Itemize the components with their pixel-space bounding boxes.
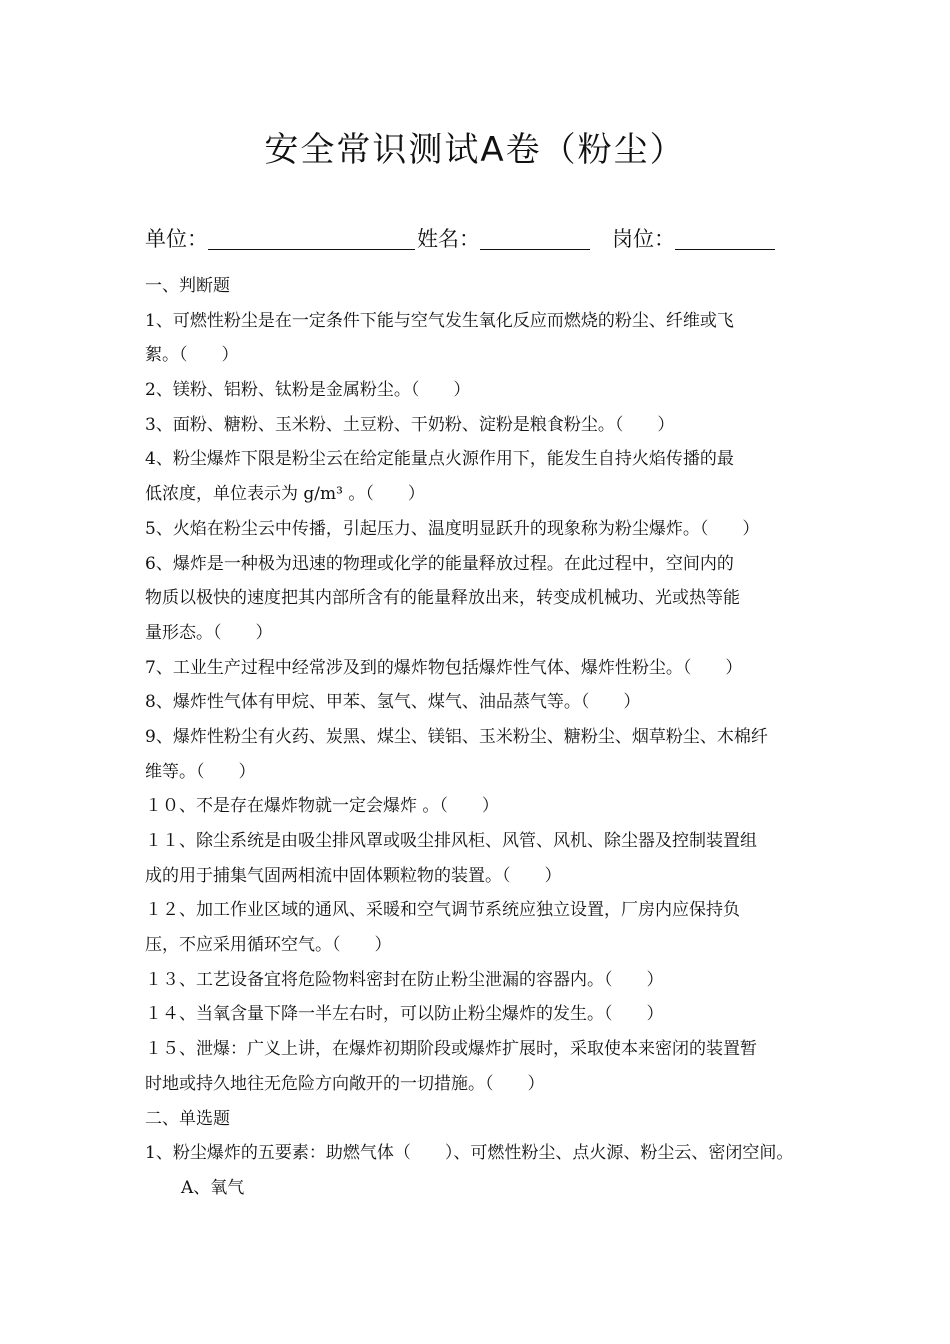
question-line: １０、不是存在爆炸物就一定会爆炸 。（ ）	[145, 796, 499, 817]
question-line: １４、当氧含量下降一半左右时，可以防止粉尘爆炸的发生。（ ）	[145, 1004, 664, 1025]
question-list	[145, 269, 825, 1206]
post-label: 岗位：	[612, 227, 675, 251]
question-line: 2、镁粉、铝粉、钛粉是金属粉尘。（ ）	[145, 380, 471, 401]
question-line: 6、爆炸是一种极为迅速的物理或化学的能量释放过程。在此过程中，空间内的	[145, 553, 734, 574]
question-line: 絮。（ ）	[145, 345, 239, 366]
unit-blank[interactable]	[208, 227, 415, 250]
section-heading: 一、判断题	[145, 276, 230, 296]
question-line: １５、泄爆：广义上讲，在爆炸初期阶段或爆炸扩展时，采取使本来密闭的装置暂	[145, 1039, 757, 1060]
question-line: 成的用于捕集气固两相流中固体颗粒物的装置。（ ）	[145, 865, 562, 886]
question-line: 3、面粉、糖粉、玉米粉、土豆粉、干奶粉、淀粉是粮食粉尘。（ ）	[145, 414, 675, 435]
question-line: 1、可燃性粉尘是在一定条件下能与空气发生氧化反应而燃烧的粉尘、纤维或飞	[145, 310, 734, 331]
question-line: １２、加工作业区域的通风、采暖和空气调节系统应独立设置，厂房内应保持负	[145, 900, 740, 921]
question-line: 低浓度，单位表示为 g/m³ 。（ ）	[145, 484, 425, 505]
name-blank[interactable]	[480, 227, 590, 250]
page-title: 安全常识测试A卷（粉尘）	[264, 130, 686, 170]
question-line: 物质以极快的速度把其内部所含有的能量释放出来，转变成机械功、光或热等能	[145, 588, 740, 609]
question-line: 9、爆炸性粉尘有火药、炭黑、煤尘、镁铝、玉米粉尘、糖粉尘、烟草粉尘、木棉纤	[145, 726, 768, 747]
question-line: １３、工艺设备宜将危险物料密封在防止粉尘泄漏的容器内。（ ）	[145, 969, 664, 990]
question-line: 压，不应采用循环空气。（ ）	[145, 935, 392, 956]
candidate-info-row	[145, 222, 845, 256]
question-line: 7、工业生产过程中经常涉及到的爆炸物包括爆炸性气体、爆炸性粉尘。（ ）	[145, 657, 743, 678]
question-line: 8、爆炸性气体有甲烷、甲苯、氢气、煤气、油品蒸气等。（ ）	[145, 692, 641, 713]
section-heading: 二、单选题	[145, 1108, 230, 1129]
question-line: 4、粉尘爆炸下限是粉尘云在给定能量点火源作用下，能发生自持火焰传播的最	[145, 449, 734, 470]
question-line: 1、粉尘爆炸的五要素：助燃气体（ ）、可燃性粉尘、点火源、粉尘云、密闭空间。	[145, 1143, 794, 1164]
name-label: 姓名：	[417, 227, 480, 251]
question-line: 5、火焰在粉尘云中传播，引起压力、温度明显跃升的现象称为粉尘爆炸。（ ）	[145, 518, 760, 539]
answer-option: A、氧气	[181, 1177, 245, 1198]
post-blank[interactable]	[675, 227, 775, 250]
question-line: 时地或持久地往无危险方向敞开的一切措施。（ ）	[145, 1073, 545, 1094]
question-line: １１、除尘系统是由吸尘排风罩或吸尘排风柜、风管、风机、除尘器及控制装置组	[145, 831, 757, 851]
unit-label: 单位：	[145, 227, 208, 251]
question-line: 维等。（ ）	[145, 761, 256, 782]
question-line: 量形态。（ ）	[145, 622, 273, 643]
